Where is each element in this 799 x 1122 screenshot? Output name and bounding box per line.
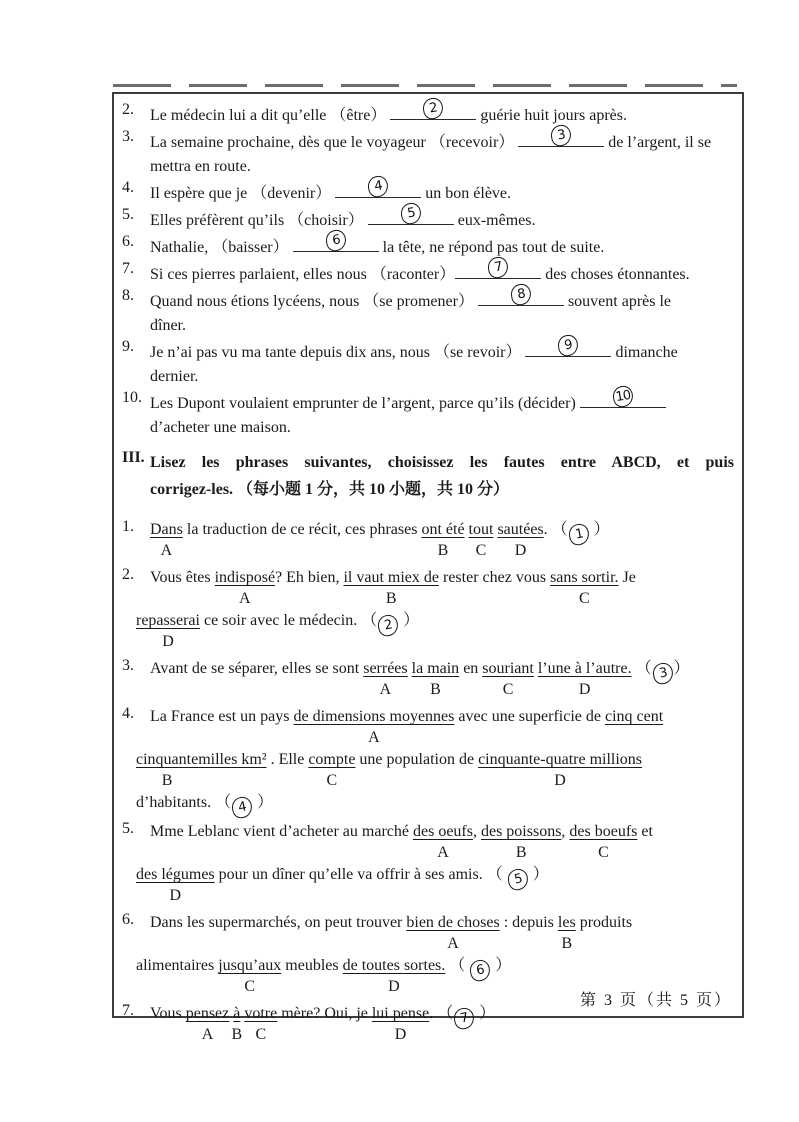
handwritten-circled-number: 2 [422,97,445,121]
sentence-text: Dans les supermarchés, on peut trouver [150,914,407,931]
underlined-phrase: indisposé A [214,569,276,607]
sentence-text: souvent après le [563,293,672,310]
question-line [150,206,734,233]
handwritten-circled-number: 7 [487,256,510,280]
question-line [150,566,734,609]
question-number: 7. [122,1002,134,1019]
sentence-text: mettra en route. [150,158,251,175]
underlined-phrase: des oeufs A [412,823,473,861]
sentence-text: la traduction de ce récit, ces phrases [182,521,422,538]
underlined-phrase: des poissons B [480,823,562,861]
question-line [136,748,734,791]
sentence-text: Quand nous étions lycéens, nous （se promener） [150,293,478,310]
choice-label: C [502,681,514,698]
choice-label: D [554,772,566,789]
question-line [136,863,734,909]
question-line [150,911,734,954]
section-3-items [120,518,734,1048]
sentence-text: . Elle [266,751,309,768]
choice-label: B [561,935,573,952]
page-top-rule [113,84,737,87]
heading-line-1: Lisez les phrases suivantes, choisissez les fautes entre ABCD, et puis [150,454,734,471]
question-item [120,518,734,564]
handwritten-circled-number: 1 [567,522,591,546]
underlined-phrase: votre C [244,1005,278,1043]
sentence-text: ） [399,612,420,629]
choice-label: A [201,1026,214,1043]
question-item [120,128,734,179]
choice-label: C [578,590,590,607]
handwritten-circled-number: 7 [452,1006,476,1030]
question-number: 7. [122,260,134,277]
sentence-text: Je [618,569,636,586]
question-item [120,179,734,206]
sentence-text: meubles [281,957,343,974]
sentence-text: produits [575,914,633,931]
section-number: III. [122,449,145,466]
sentence-text: Elles préfèrent qu’ils （choisir） [150,212,368,229]
sentence-text: Si ces pierres parlaient, elles nous （raconter） [150,266,456,283]
sentence-text: dîner. [150,317,186,334]
underlined-phrase: jusqu’aux C [218,957,282,995]
handwritten-circled-number: 9 [557,334,580,358]
question-item [120,705,734,818]
sentence-text: ） [673,660,690,677]
underlined-phrase: sans sortir. C [550,569,619,607]
choice-label: C [255,1026,267,1043]
underlined-phrase: des boeufs C [569,823,638,861]
choice-label: C [326,772,338,789]
content-frame [112,92,744,1043]
question-line [150,314,734,338]
handwritten-circled-number: 4 [367,175,390,199]
question-line [150,389,734,416]
handwritten-circled-number: 4 [230,795,254,819]
sentence-text: ? Eh bien, [275,569,344,586]
underlined-phrase: Dans A [150,521,183,559]
underlined-phrase: repasserai D [136,612,200,650]
question-line [150,705,734,748]
question-line [150,101,734,128]
sentence-text: Mme Leblanc vient d’acheter au marché [150,823,413,840]
underlined-phrase: souriant C [482,660,534,698]
question-item [120,206,734,233]
choice-label: A [447,935,459,952]
sentence-text: : depuis [499,914,558,931]
sentence-text: eux-mêmes. [453,212,536,229]
sentence-text: pour un dîner qu’elle va offrir à ses amis. （ [214,866,507,883]
question-number: 6. [122,233,134,250]
underlined-phrase: serrées A [363,660,408,698]
choice-label: A [437,844,449,861]
question-number: 2. [122,566,134,583]
question-line [136,609,734,655]
sentence-text: avec une superficie de [454,708,605,725]
question-line [150,657,734,703]
sentence-text: Le médecin lui a dit qu’elle （être） [150,107,391,124]
question-number: 5. [122,206,134,223]
question-line [150,128,734,155]
question-line [150,820,734,863]
sentence-text: mère? Oui, je [277,1005,372,1022]
question-item [120,389,734,440]
answer-blank [518,128,604,147]
question-item [120,287,734,338]
question-line [150,260,734,287]
question-item [120,101,734,128]
underlined-phrase: la main B [411,660,460,698]
page-footer: 第 3 页（共 5 页） [579,992,732,1009]
answer-blank [525,338,611,357]
question-line [150,365,734,389]
question-line [150,338,734,365]
sentence-text: dernier. [150,368,199,385]
sentence-text: un bon élève. [421,185,512,202]
sentence-text: , [561,823,570,840]
sentence-text: ） [589,521,610,538]
question-item [120,820,734,909]
sentence-text: （ [631,660,652,677]
underlined-phrase: cinq cent [604,708,664,725]
question-number: 4. [122,705,134,722]
question-number: 3. [122,657,134,674]
sentence-text: Il espère que je （devenir） [150,185,336,202]
question-item [120,911,734,1000]
underlined-phrase: ont été B [421,521,465,559]
answer-blank [478,287,564,306]
underlined-phrase: milles km² [198,751,267,768]
handwritten-circled-number: 10 [611,385,634,409]
question-number: 6. [122,911,134,928]
sentence-text: guérie huit jours après. [476,107,627,124]
underlined-phrase: sautées D [497,521,544,559]
choice-label: B [437,542,449,559]
sentence-text: Vous [150,1005,186,1022]
choice-label: D [578,681,591,698]
handwritten-circled-number: 5 [506,867,530,891]
sentence-text: ） [491,957,512,974]
handwritten-circled-number: 5 [399,202,422,226]
choice-label: A [239,590,251,607]
answer-blank [293,233,379,252]
underlined-phrase: des légumes D [136,866,215,904]
question-number: 1. [122,518,134,535]
sentence-text: d’habitants. （ [136,794,232,811]
underlined-phrase: compte C [308,751,356,789]
underlined-phrase: à B [231,1005,243,1043]
underlined-phrase: cinquante-quatre millions D [478,751,643,789]
question-line [150,518,734,564]
question-item [120,566,734,655]
sentence-text: dimanche [611,344,678,361]
sentence-text: ce soir avec le médecin. （ [199,612,378,629]
sentence-text: Les Dupont voulaient emprunter de l’argent, parce qu’ils (décider) [150,395,580,412]
question-number: 4. [122,179,134,196]
question-number: 5. [122,820,134,837]
question-line [150,416,734,440]
question-number: 2. [122,101,134,118]
underlined-phrase: tout C [468,521,494,559]
choice-label: C [475,542,487,559]
choice-label: B [231,1026,243,1043]
section-2-items [120,101,734,440]
question-item [120,233,734,260]
question-item [120,657,734,703]
question-line [150,233,734,260]
sentence-text: Avant de se séparer, elles se sont [150,660,364,677]
sentence-text: , [472,823,481,840]
sentence-text: Vous êtes [150,569,215,586]
sentence-text: . （ [543,521,568,538]
choice-label: D [162,633,174,650]
answer-blank [368,206,454,225]
choice-label: D [394,1026,407,1043]
question-line [150,155,734,179]
question-line [150,179,734,206]
choice-label: B [430,681,441,698]
sentence-text: . （ [429,1005,454,1022]
choice-label: B [385,590,397,607]
choice-label: B [161,772,173,789]
sentence-text: ） [475,1005,496,1022]
question-number: 10. [122,389,142,406]
choice-label: A [379,681,392,698]
sentence-text: de l’argent, il se [604,134,712,151]
section-3-heading [120,449,734,503]
answer-blank [455,260,541,279]
sentence-text: d’acheter une maison. [150,419,291,436]
choice-label: C [244,978,256,995]
choice-label: B [515,844,527,861]
handwritten-circled-number: 8 [509,283,532,307]
underlined-phrase: les B [557,914,576,952]
question-number: 3. [122,128,134,145]
choice-label: D [514,542,527,559]
sentence-text: en [459,660,483,677]
underlined-phrase: de toutes sortes. D [342,957,446,995]
answer-blank [335,179,421,198]
question-item [120,338,734,389]
sentence-text: la tête, ne répond pas tout de suite. [378,239,605,256]
sentence-text: Je n’ai pas vu ma tante depuis dix ans, nous （se revoir） [150,344,526,361]
underlined-phrase: pensez A [185,1005,230,1043]
sentence-text: （ [445,957,470,974]
handwritten-circled-number: 6 [324,229,347,253]
answer-blank [390,101,476,120]
underlined-phrase: de dimensions moyennes A [293,708,455,746]
handwritten-circled-number: 6 [468,958,492,982]
sentence-text: une population de [355,751,479,768]
choice-label: D [169,887,182,904]
sentence-text: rester chez vous [439,569,551,586]
question-number: 9. [122,338,134,355]
choice-label: A [368,729,380,746]
handwritten-circled-number: 3 [651,661,675,685]
sentence-text: alimentaires [136,957,219,974]
sentence-text: La France est un pays [150,708,294,725]
sentence-text: des choses étonnantes. [541,266,690,283]
sentence-text: et [637,823,653,840]
underlined-phrase: lui pense D [371,1005,430,1043]
choice-label: D [388,978,400,995]
question-line [150,287,734,314]
underlined-phrase: bien de choses A [406,914,500,952]
question-number: 8. [122,287,134,304]
underlined-phrase: cinquante B [136,751,199,789]
choice-label: A [160,542,173,559]
question-item [120,260,734,287]
sentence-text: ） [528,866,549,883]
handwritten-circled-number: 2 [376,613,400,637]
choice-label: C [598,844,609,861]
answer-blank [580,389,666,408]
sentence-text: ） [253,794,274,811]
sentence-text: Nathalie, （baisser） [150,239,293,256]
handwritten-circled-number: 3 [550,124,573,148]
sentence-text: La semaine prochaine, dès que le voyageur （recevoir） [150,134,519,151]
underlined-phrase: l’une à l’autre. D [537,660,632,698]
question-line [136,791,734,818]
heading-line-2: corrigez-les. （每小题 1 分，共 10 小题，共 10 分） [150,481,510,498]
underlined-phrase: il vaut miex de B [343,569,439,607]
